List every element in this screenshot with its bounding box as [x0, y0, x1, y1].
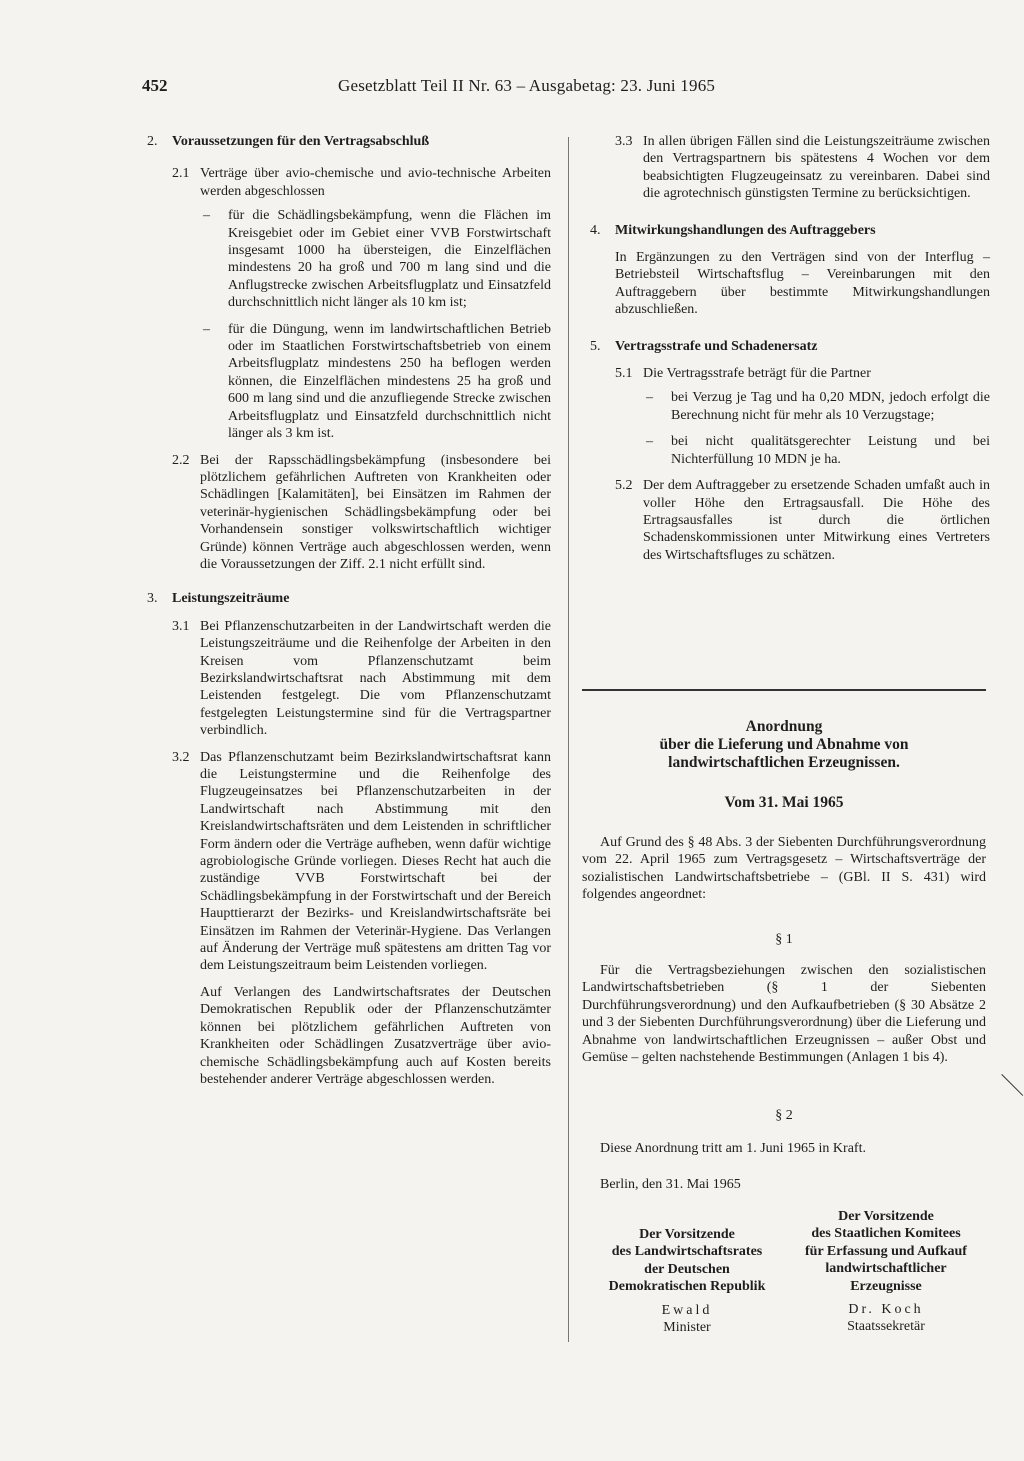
clause-text: Bei der Rapsschädlingsbekämpfung (insbesondere bei plötzlichem gefährlichen Auftreten von Krankheiten oder Schädlingen [Kalamitäten], bei Einsätzen im Rahmen der veterinär-hygienischen Schädlingsbekämpfung oder bei Vorhandensein sonstiger volkswirtschaftlich wichtiger Gründe) können Verträge auch abgeschlossen werden, wenn die Voraussetzungen der Ziff. 2.1 nicht erfüllt sind. [200, 452, 551, 572]
signature-block-1 [582, 1226, 792, 1336]
dash-item-delay-penalty [590, 389, 990, 424]
dash-item-quality-penalty [590, 433, 990, 468]
right-column [590, 133, 990, 564]
section-number: 5. [590, 338, 601, 354]
clause-3-3 [590, 133, 990, 203]
order-title [582, 718, 986, 772]
order-title-line-3: landwirtschaftlichen Erzeugnissen. [668, 754, 900, 771]
signatory-role: Staatssekretär [847, 1319, 925, 1335]
clause-text: Verträge über avio-chemische und avio-technische Arbeiten werden abgeschlossen [200, 166, 551, 199]
clause-text: Die Vertragsstrafe beträgt für die Partner [643, 366, 871, 382]
signatory-line: des Staatlichen Komitees [811, 1226, 961, 1242]
clause-text: In allen übrigen Fällen sind die Leistungszeiträume zwischen den Vertragspartnern bis spätestens 4 Wochen vor dem beabsichtigten Flugzeugeinsatz zu vereinbaren. Dabei sind die agrotechnisch günstigsten Termine zu berücksichtigen. [643, 134, 990, 202]
paragraph-1-heading: § 1 [775, 932, 793, 947]
clause-number: 2.2 [172, 452, 190, 468]
section-title: Vertragsstrafe und Schadenersatz [615, 338, 818, 354]
signatory-line: des Landwirtschaftsrates [611, 1244, 763, 1260]
signatory-line: Demokratischen Republik [608, 1279, 766, 1295]
order-date: Vom 31. Mai 1965 [724, 794, 844, 811]
dash-bullet: – [646, 434, 653, 450]
dash-item-text: bei nicht qualitätsgerechter Leistung und bei Nichterfüllung 10 MDN je ha. [671, 434, 990, 467]
signatory-role: Minister [663, 1320, 711, 1336]
order-preamble: Auf Grund des § 48 Abs. 3 der Siebenten Durchführungsverordnung vom 22. April 1965 zum Vertragsgesetz – Wirtschaftsverträge der sozialistischen Landwirtschaftsbetriebe – (GBl. II S. 431) wird folgendes angeordnet: [582, 835, 986, 903]
order-title-line-1: Anordnung [745, 718, 823, 735]
clause-3-1 [147, 618, 551, 740]
section-3-heading [147, 590, 551, 607]
section-5-heading [590, 338, 990, 355]
signatory-line: Der Vorsitzende [639, 1227, 735, 1242]
dash-item-text: bei Verzug je Tag und ha 0,20 MDN, jedoch erfolgt die Berechnung nicht für mehr als 10 Verzugstage; [671, 390, 990, 423]
dash-bullet: – [203, 321, 210, 337]
clause-2-1 [147, 165, 551, 200]
section-number: 3. [147, 591, 158, 607]
clause-5-2 [590, 477, 990, 564]
signatory-line: Erzeugnisse [850, 1278, 922, 1294]
clause-2-2 [147, 452, 551, 574]
paragraph-2-text: Diese Anordnung tritt am 1. Juni 1965 in Kraft. [600, 1141, 866, 1156]
page-header-title: Gesetzblatt Teil II Nr. 63 – Ausgabetag: 23. Juni 1965 [338, 76, 716, 95]
signatory-line: für Erfassung und Aufkauf [805, 1243, 967, 1259]
paragraph-1-text: Für die Vertragsbeziehungen zwischen den sozialistischen Landwirtschaftsbetrieben (§ 1 der Siebenten Durchführungsverordnung) und den Aufkaufbetrieben (§ 30 Absätze 2 und 3 der Siebenten Durchführungsverordnung) über die Lieferung und Abnahme von landwirtschaftlichen Erzeugnissen – außer Obst und Gemüse – gelten nachstehende Bestimmungen (Anlagen 1 bis 4). [582, 963, 986, 1066]
dash-item-pest-control [147, 207, 551, 311]
clause-5-1 [590, 365, 990, 382]
place-and-date: Berlin, den 31. Mai 1965 [600, 1177, 741, 1192]
clause-number: 3.3 [615, 134, 633, 149]
section-title: Voraussetzungen für den Vertragsabschluß [172, 134, 430, 149]
section-separator-rule [582, 689, 986, 691]
margin-pen-mark [1001, 1074, 1023, 1096]
clause-number: 5.1 [615, 366, 633, 382]
signatory-name: Dr. Koch [848, 1302, 924, 1318]
signatory-line: Der Vorsitzende [838, 1209, 934, 1224]
order-title-line-2: über die Lieferung und Abnahme von [659, 736, 909, 753]
section-4-heading [590, 222, 990, 239]
signatory-line: landwirtschaftlicher [825, 1261, 947, 1277]
signature-block-2 [786, 1208, 986, 1336]
dash-item-text: für die Düngung, wenn im landwirtschaftlichen Betrieb oder im Staatlichen Forstwirtschaftsbetrieb von einem Arbeitsflugplatz mindestens 250 ha beflogen werden können, die Einzelflächen mindestens 25 ha groß und 600 m lang sind und die anzufliegende Strecke zwischen Arbeitsflugplatz und Einsatzfeld durchschnittlich nicht länger als 3 km ist. [228, 321, 551, 442]
clause-number: 3.2 [172, 749, 190, 765]
left-column [147, 133, 551, 1088]
clause-3-2 [147, 749, 551, 975]
clause-number: 3.1 [172, 618, 190, 634]
section-number: 4. [590, 222, 601, 238]
section-title: Leistungszeiträume [172, 591, 290, 607]
clause-3-2-paragraph-2: Auf Verlangen des Landwirtschaftsrates der Deutschen Demokratischen Republik oder der Pflanzenschutzämter können bei plötzlichem gefährlichen Auftreten von Krankheiten oder Schädlingen Zusatzverträge über avio-chemische Schädlingsbekämpfung auch auf Kosten bereits bestehender anderer Verträge abgeschlossen werden. [200, 984, 551, 1087]
dash-bullet: – [646, 390, 653, 406]
signatory-line: der Deutschen [644, 1261, 730, 1277]
clause-text: Der dem Auftraggeber zu ersetzende Schaden umfaßt auch in voller Höhe den Ertragsausfall. Die Höhe des Ertragsausfalles ist durch die örtlichen Schadenskommissionen unter Mitwirkung eines Vertreters des Wirtschaftsfluges zu schätzen. [643, 478, 990, 563]
section-number: 2. [147, 134, 158, 149]
section-title: Mitwirkungshandlungen des Auftraggebers [615, 222, 876, 238]
clause-number: 2.1 [172, 166, 190, 182]
clause-text: Das Pflanzenschutzamt beim Bezirkslandwirtschaftsrat kann die Leistungstermine und die Reihenfolge des Flugzeugeinsatzes bei Pflanzenschutzarbeiten in der Landwirtschaft nach Abstimmung mit den Kreislandwirtschaftsräten und dem Leistenden in schriftlicher Form ändern oder die Verträge aufheben, wenn dafür wichtige agrobiologische Gründe vorliegen. Dieses Recht hat auch die zuständige VVB Forstwirtschaft bei der Schädlingsbekämpfung in der Forstwirtschaft und der Bereich Haupttierarzt der Bezirks- und Kreislandwirtschaftsräte bei Einsätzen im Rahmen der Veterinär-Hygiene. Das Verlangen auf Änderung der Verträge muß spätestens am dritten Tag vor dem Leistungszeitraum beim Leistenden vorliegen. [200, 749, 551, 974]
dash-item-fertilizing [147, 321, 551, 443]
column-divider [568, 137, 569, 1342]
dash-item-text: für die Schädlingsbekämpfung, wenn die Flächen im Kreisgebiet oder im Gebiet einer VVB Forstwirtschaft insgesamt 1000 ha übersteigen, die Einzelflächen mindestens 20 ha groß und 700 m lang sind und die Anflugstrecke zwischen Arbeitsflugplatz und Einsatzfeld durchschnittlich nicht länger als 10 km ist; [228, 208, 551, 311]
section-4-text: In Ergänzungen zu den Verträgen sind von der Interflug – Betriebsteil Wirtschaftsflug – Vereinbarungen mit den Auftraggebern über bestimmte Mitwirkungshandlungen abzuschließen. [615, 250, 990, 318]
paragraph-2-heading: § 2 [775, 1108, 793, 1123]
signatory-name: Ewald [661, 1302, 713, 1318]
section-2-heading [147, 133, 551, 150]
clause-text: Bei Pflanzenschutzarbeiten in der Landwirtschaft werden die Leistungszeiträume und die Reihenfolge der Arbeiten in den Kreisen vom Pflanzenschutzamt beim Bezirkslandwirtschaftsrat nach Abstimmung mit dem Leistenden festgelegt. Die vom Pflanzenschutzamt festgelegten Leistungstermine sind für die Vertragspartner verbindlich. [200, 618, 551, 739]
clause-number: 5.2 [615, 478, 633, 494]
page-number: 452 [142, 76, 168, 95]
dash-bullet: – [203, 208, 210, 224]
